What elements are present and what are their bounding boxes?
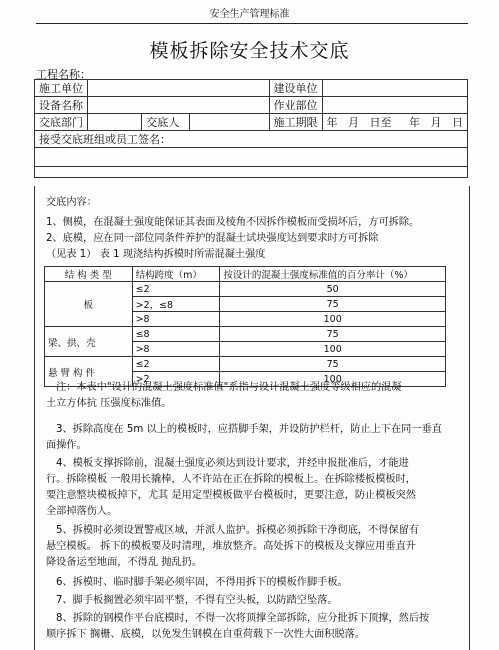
construction-unit-field[interactable] [88,80,270,97]
cell-span: ≤2 [132,282,220,297]
briefer-field[interactable] [189,114,269,131]
table-caption: （见表 1） 表 1 现浇结构拆模时所需混凝土强度 [46,249,266,260]
note-line-2: 土立方体抗 压强度标准值。 [46,398,172,409]
build-unit-label: 建设单位 [269,80,322,97]
paragraph-5-line-1: 5、拆模时必须设置警戒区域，并派人监护。拆模必须拆除干净彻底，不得保留有 [56,525,420,536]
work-site-label: 作业部位 [269,97,322,114]
note-line-1: 注：本表中"设计的混凝土强度标准值"系指与设计混凝土强度等级相应的混凝 [56,382,402,393]
paragraph-5-line-2: 悬空模板。 拆下的模板要及时清理，堆放整齐。高处拆下的模板及支撑应用垂直升 [46,541,416,552]
paragraph-4-line-1: 4、模板支撑拆除前，混凝土强度必须达到设计要求，并经申报批准后，才能进 [56,458,409,469]
form-row [35,97,468,114]
form-row [35,131,468,148]
form-row [35,148,468,167]
briefer-label: 交底人 [142,114,189,131]
dept-field[interactable] [88,114,142,131]
table-row [45,282,446,297]
cell-percent: 100 [220,372,446,387]
header-structure: 结 构 类 型 [45,267,133,282]
equipment-name-label: 设备名称 [35,97,88,114]
cell-percent: 75 [220,327,446,342]
project-name-label: 工程名称： [36,68,91,81]
period-value: 年 月 日至 年 月 日 [322,114,467,131]
work-site-field[interactable] [322,97,467,114]
page-title: 模板拆除安全技术交底 [149,40,350,62]
header-rule [36,23,468,24]
signers-field[interactable] [35,148,468,167]
cell-percent: 50 [220,282,446,297]
paragraph-6: 6、拆模时、临时脚手架必须牢固，不得用拆下的模板作脚手板。 [56,577,348,588]
cell-type: 梁、拱、壳 [45,327,133,357]
cell-percent: 100 [220,312,446,327]
construction-unit-label: 施工单位 [35,80,88,97]
cell-percent: 100 [220,342,446,357]
cell-span: ≤8 [132,327,220,342]
period-label: 施工期限 [269,114,322,131]
cell-span: >8 [132,312,220,327]
paragraph-1: 1、侧模，在混凝土强度能保证其表面及棱角不因拆作模板而受损坏后，方可拆除。 [46,217,420,228]
header-span: 结构跨度（m） [132,267,220,282]
signers-label: 接受交底班组或员工签名： [35,131,468,148]
cell-percent: 75 [220,297,446,312]
paragraph-4-line-3: 要注意整块模板掉下，尤其 是用定型模板做平台模板时，更要注意，防止模板突然 [46,490,416,501]
info-form-table [34,79,468,178]
cell-percent: 75 [220,357,446,372]
build-unit-field[interactable] [322,80,467,97]
cell-type: 板 [45,282,133,327]
strength-table [44,266,446,387]
form-row [35,80,468,97]
paragraph-4-line-2: 行。拆除模板 一般用长撬棒，人不许站在正在拆除的模板上。在拆除楼板模板时， [46,474,416,485]
paragraph-8-line-2: 顺序拆下 搁栅、底模，以免发生钢模在自重荷载下一次性大面积脱落。 [46,629,366,640]
spacer-row [35,167,468,178]
paragraph-4-line-4: 全部掉落伤人。 [46,506,118,517]
cell-span: >2 [132,372,220,387]
cell-span: ≤2 [132,357,220,372]
paragraph-3-line-1: 3、拆除高度在 5m 以上的模板时，应搭脚手架，并设防护栏杆，防止上下在同一垂直 [56,424,442,435]
header-percent: 按设计的混凝土强度标准值的百分率计（%） [220,267,446,282]
document-header: 安全生产管理标准 [209,9,290,20]
form-row [35,167,468,178]
table-row [45,327,446,342]
cell-type: 悬 臂 构 件 [45,357,133,387]
table-row [45,357,446,372]
table-header-row [45,267,446,282]
paragraph-5-line-3: 降设备运至地面，不得乱 抛乱扔。 [46,557,203,568]
paragraph-3-line-2: 面操作。 [46,440,87,451]
paragraph-7: 7、脚手板搁置必须牢固平整，不得有空头板，以防踏空坠落。 [56,595,338,606]
paragraph-2: 2、底模，应在同一部位同条件养护的混凝土试块强度达到要求时方可拆除 [46,233,379,244]
paragraph-8-line-1: 8、拆除的钢模作平台底模时，不得一次将顶撑全部拆除，应分批拆下顶撑，然后按 [56,613,430,624]
form-row [35,114,468,131]
cell-span: >8 [132,342,220,357]
dept-label: 交底部门 [35,114,88,131]
equipment-name-field[interactable] [88,97,270,114]
content-heading: 交底内容： [46,197,97,208]
cell-span: >2，≤8 [132,297,220,312]
